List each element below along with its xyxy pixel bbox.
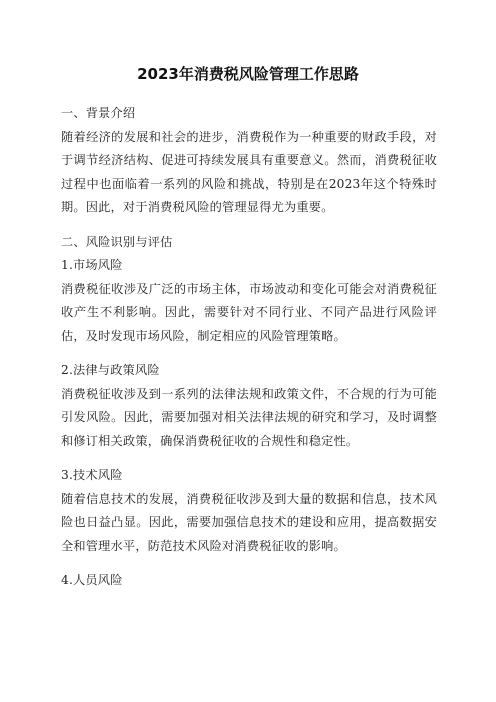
- page-title: 2023年消费税风险管理工作思路: [137, 65, 359, 83]
- paragraph-tech-risk: 随着信息技术的发展，消费税征收涉及到大量的数据和信息，技术风险也日益凸显。因此，需要加强信息技术的建设和应用，提高数据安全和管理水平，防范技术风险对消费税征收的影响。: [61, 491, 437, 553]
- subheading-market-risk: 1.市场风险: [61, 258, 123, 272]
- paragraph-legal-risk: 消费税征收涉及到一系列的法律法规和政策文件，不合规的行为可能引发风险。因此，需要加强对相关法律法规的研究和学习，及时调整和修订相关政策，确保消费税征收的合规性和稳定性。: [61, 386, 437, 448]
- subheading-tech-risk: 3.技术风险: [61, 468, 123, 482]
- paragraph-background: 随着经济的发展和社会的进步，消费税作为一种重要的财政手段，对于调节经济结构、促进可持续发展具有重要意义。然而，消费税征收过程中也面临着一系列的风险和挑战，特别是在2023年这个特殊时期。因此，对于消费税风险的管理显得尤为重要。: [61, 129, 437, 214]
- section-heading-risk: 二、风险识别与评估: [61, 234, 173, 249]
- section-heading-background: 一、背景介绍: [61, 106, 136, 120]
- subheading-personnel-risk: 4.人员风险: [61, 573, 123, 587]
- document-body: [61, 102, 437, 593]
- subheading-legal-risk: 2.法律与政策风险: [61, 363, 160, 377]
- paragraph-market-risk: 消费税征收涉及广泛的市场主体，市场波动和变化可能会对消费税征收产生不利影响。因此，需要针对不同行业、不同产品进行风险评估，及时发现市场风险，制定相应的风险管理策略。: [61, 281, 437, 343]
